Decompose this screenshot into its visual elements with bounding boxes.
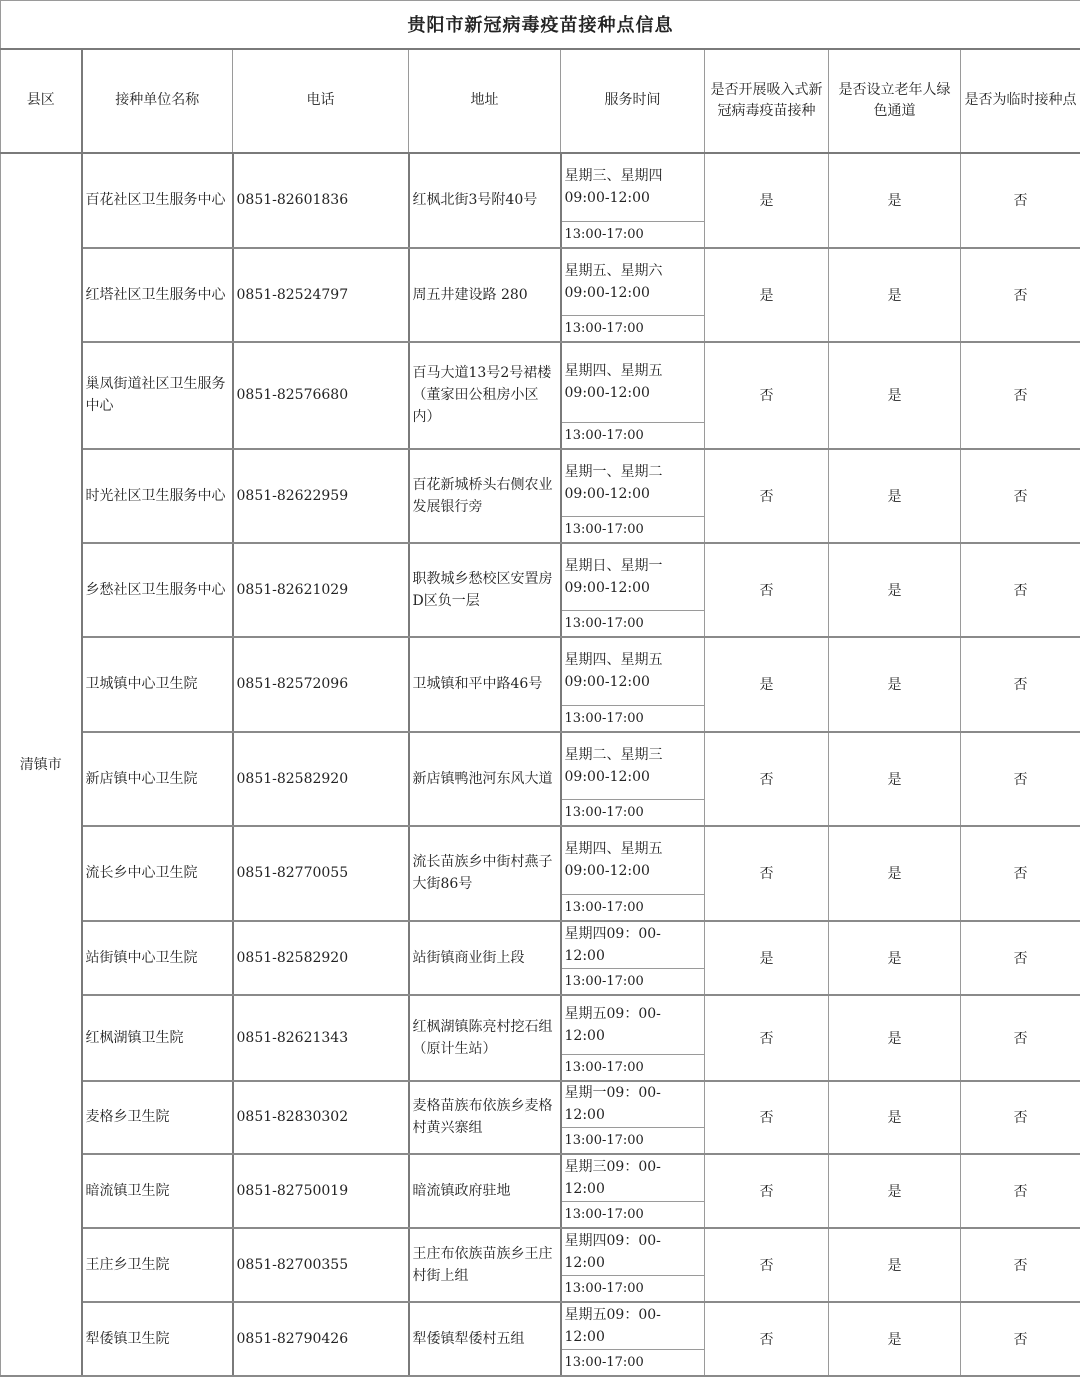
header-phone: 电话 [233,49,409,153]
service-time-morning: 星期四、星期五09:00-12:00 [562,827,705,895]
unit-name: 巢凤街道社区卫生服务中心 [82,342,233,449]
address: 新店镇鸭池河东风大道 [409,732,561,826]
unit-name: 时光社区卫生服务中心 [82,449,233,543]
phone-number: 0851-82576680 [233,342,409,449]
temporary-site-flag: 否 [961,1154,1080,1228]
address: 百马大道13号2号裙楼（董家田公租房小区内） [409,342,561,449]
phone-number: 0851-82621029 [233,543,409,637]
unit-name: 红塔社区卫生服务中心 [82,248,233,342]
header-elderly-channel: 是否设立老年人绿色通道 [829,49,961,153]
header-unit-name: 接种单位名称 [82,49,233,153]
service-time-afternoon: 13:00-17:00 [564,1132,644,1148]
inhaled-vaccine-flag: 是 [705,153,829,248]
temporary-site-flag: 否 [961,637,1080,732]
inhaled-vaccine-flag: 否 [705,826,829,921]
table-row [1,543,1080,637]
inhaled-vaccine-flag: 否 [705,1228,829,1302]
phone-number: 0851-82572096 [233,637,409,732]
service-time [561,732,705,826]
elderly-channel-flag: 是 [829,153,961,248]
unit-name: 暗流镇卫生院 [82,1154,233,1228]
service-time [561,1081,705,1154]
service-time-afternoon: 13:00-17:00 [564,226,644,242]
unit-name: 站街镇中心卫生院 [82,921,233,995]
county-cell: 清镇市 [1,153,82,1376]
service-time-afternoon: 13:00-17:00 [564,1280,644,1296]
temporary-site-flag: 否 [961,342,1080,449]
unit-name: 乡愁社区卫生服务中心 [82,543,233,637]
header-address: 地址 [409,49,561,153]
table-row [1,342,1080,449]
temporary-site-flag: 否 [961,995,1080,1081]
address: 站街镇商业街上段 [409,921,561,995]
inhaled-vaccine-flag: 是 [705,921,829,995]
service-time-stack [562,1303,705,1375]
service-time-stack [562,638,705,731]
temporary-site-flag: 否 [961,153,1080,248]
table-row [1,449,1080,543]
service-time-morning: 星期三、星期四09:00-12:00 [562,154,705,222]
service-time [561,342,705,449]
address: 麦格苗族布依族乡麦格村黄兴寨组 [409,1081,561,1154]
service-time-morning: 星期三09：00-12:00 [562,1155,705,1202]
service-time [561,543,705,637]
address: 犁倭镇犁倭村五组 [409,1302,561,1376]
temporary-site-flag: 否 [961,732,1080,826]
inhaled-vaccine-flag: 是 [705,637,829,732]
address: 暗流镇政府驻地 [409,1154,561,1228]
phone-number: 0851-82830302 [233,1081,409,1154]
elderly-channel-flag: 是 [829,1154,961,1228]
table-row [1,153,1080,248]
service-time-stack [562,249,705,341]
temporary-site-flag: 否 [961,1302,1080,1376]
service-time [561,153,705,248]
service-time-stack [562,996,705,1080]
address: 职教城乡愁校区安置房D区负一层 [409,543,561,637]
service-time-afternoon: 13:00-17:00 [564,973,644,989]
service-time-morning: 星期四、星期五09:00-12:00 [562,638,705,706]
table-row [1,732,1080,826]
table-row [1,1228,1080,1302]
temporary-site-flag: 否 [961,543,1080,637]
service-time [561,248,705,342]
service-time-afternoon: 13:00-17:00 [564,1354,644,1370]
elderly-channel-flag: 是 [829,995,961,1081]
elderly-channel-flag: 是 [829,248,961,342]
service-time [561,995,705,1081]
service-time-stack [562,544,705,636]
service-time [561,449,705,543]
elderly-channel-flag: 是 [829,1081,961,1154]
unit-name: 卫城镇中心卫生院 [82,637,233,732]
temporary-site-flag: 否 [961,921,1080,995]
phone-number: 0851-82790426 [233,1302,409,1376]
service-time-morning: 星期一09：00-12:00 [562,1082,705,1128]
phone-number: 0851-82750019 [233,1154,409,1228]
table-title: 贵阳市新冠病毒疫苗接种点信息 [1,1,1080,49]
unit-name: 新店镇中心卫生院 [82,732,233,826]
inhaled-vaccine-flag: 否 [705,342,829,449]
service-time-stack [562,1155,705,1227]
inhaled-vaccine-flag: 否 [705,1302,829,1376]
unit-name: 流长乡中心卫生院 [82,826,233,921]
inhaled-vaccine-flag: 是 [705,248,829,342]
elderly-channel-flag: 是 [829,342,961,449]
phone-number: 0851-82700355 [233,1228,409,1302]
temporary-site-flag: 否 [961,826,1080,921]
service-time [561,637,705,732]
temporary-site-flag: 否 [961,248,1080,342]
address: 王庄布依族苗族乡王庄村街上组 [409,1228,561,1302]
inhaled-vaccine-flag: 否 [705,1081,829,1154]
elderly-channel-flag: 是 [829,449,961,543]
temporary-site-flag: 否 [961,449,1080,543]
elderly-channel-flag: 是 [829,732,961,826]
phone-number: 0851-82770055 [233,826,409,921]
inhaled-vaccine-flag: 否 [705,1154,829,1228]
elderly-channel-flag: 是 [829,543,961,637]
header-county: 县区 [1,49,82,153]
table-row [1,1302,1080,1376]
header-inhaled-vaccine: 是否开展吸入式新冠病毒疫苗接种 [705,49,829,153]
elderly-channel-flag: 是 [829,637,961,732]
inhaled-vaccine-flag: 否 [705,732,829,826]
service-time-afternoon: 13:00-17:00 [564,615,644,631]
service-time-morning: 星期日、星期一09:00-12:00 [562,544,705,611]
service-time [561,1302,705,1376]
unit-name: 麦格乡卫生院 [82,1081,233,1154]
table-row [1,921,1080,995]
address: 红枫湖镇陈亮村挖石组（原计生站） [409,995,561,1081]
service-time [561,826,705,921]
service-time [561,921,705,995]
service-time [561,1228,705,1302]
service-time-afternoon: 13:00-17:00 [564,1206,644,1222]
service-time-afternoon: 13:00-17:00 [564,899,644,915]
service-time [561,1154,705,1228]
service-time-morning: 星期四09：00-12:00 [562,922,705,969]
unit-name: 王庄乡卫生院 [82,1228,233,1302]
unit-name: 红枫湖镇卫生院 [82,995,233,1081]
service-time-stack [562,922,705,994]
phone-number: 0851-82621343 [233,995,409,1081]
elderly-channel-flag: 是 [829,1228,961,1302]
header-service-time: 服务时间 [561,49,705,153]
phone-number: 0851-82582920 [233,921,409,995]
service-time-morning: 星期五09：00-12:00 [562,996,705,1055]
service-time-stack [562,154,705,247]
inhaled-vaccine-flag: 否 [705,449,829,543]
service-time-stack [562,733,705,825]
elderly-channel-flag: 是 [829,921,961,995]
temporary-site-flag: 否 [961,1081,1080,1154]
phone-number: 0851-82601836 [233,153,409,248]
phone-number: 0851-82582920 [233,732,409,826]
phone-number: 0851-82622959 [233,449,409,543]
service-time-morning: 星期一、星期二09:00-12:00 [562,450,705,517]
unit-name: 犁倭镇卫生院 [82,1302,233,1376]
address: 红枫北街3号附40号 [409,153,561,248]
service-time-stack [562,1229,705,1301]
temporary-site-flag: 否 [961,1228,1080,1302]
phone-number: 0851-82524797 [233,248,409,342]
address: 流长苗族乡中街村燕子大街86号 [409,826,561,921]
unit-name: 百花社区卫生服务中心 [82,153,233,248]
service-time-afternoon: 13:00-17:00 [564,710,644,726]
table-row [1,248,1080,342]
table-body [1,153,1080,1376]
address: 周五井建设路 280 [409,248,561,342]
service-time-morning: 星期四09：00-12:00 [562,1229,705,1276]
table-row [1,1154,1080,1228]
service-time-morning: 星期五09：00-12:00 [562,1303,705,1350]
table-row [1,826,1080,921]
table-row [1,995,1080,1081]
table-row [1,637,1080,732]
service-time-morning: 星期四、星期五09:00-12:00 [562,343,705,423]
service-time-morning: 星期五、星期六09:00-12:00 [562,249,705,316]
address: 卫城镇和平中路46号 [409,637,561,732]
address: 百花新城桥头右侧农业发展银行旁 [409,449,561,543]
service-time-morning: 星期二、星期三09:00-12:00 [562,733,705,800]
table-row [1,1081,1080,1154]
header-temporary-site: 是否为临时接种点 [961,49,1080,153]
service-time-afternoon: 13:00-17:00 [564,320,644,336]
service-time-stack [562,827,705,920]
service-time-afternoon: 13:00-17:00 [564,427,644,443]
service-time-afternoon: 13:00-17:00 [564,521,644,537]
service-time-stack [562,1082,705,1153]
service-time-afternoon: 13:00-17:00 [564,1059,644,1075]
header-row [1,49,1080,153]
elderly-channel-flag: 是 [829,1302,961,1376]
service-time-afternoon: 13:00-17:00 [564,804,644,820]
inhaled-vaccine-flag: 否 [705,995,829,1081]
inhaled-vaccine-flag: 否 [705,543,829,637]
elderly-channel-flag: 是 [829,826,961,921]
service-time-stack [562,343,705,448]
service-time-stack [562,450,705,542]
